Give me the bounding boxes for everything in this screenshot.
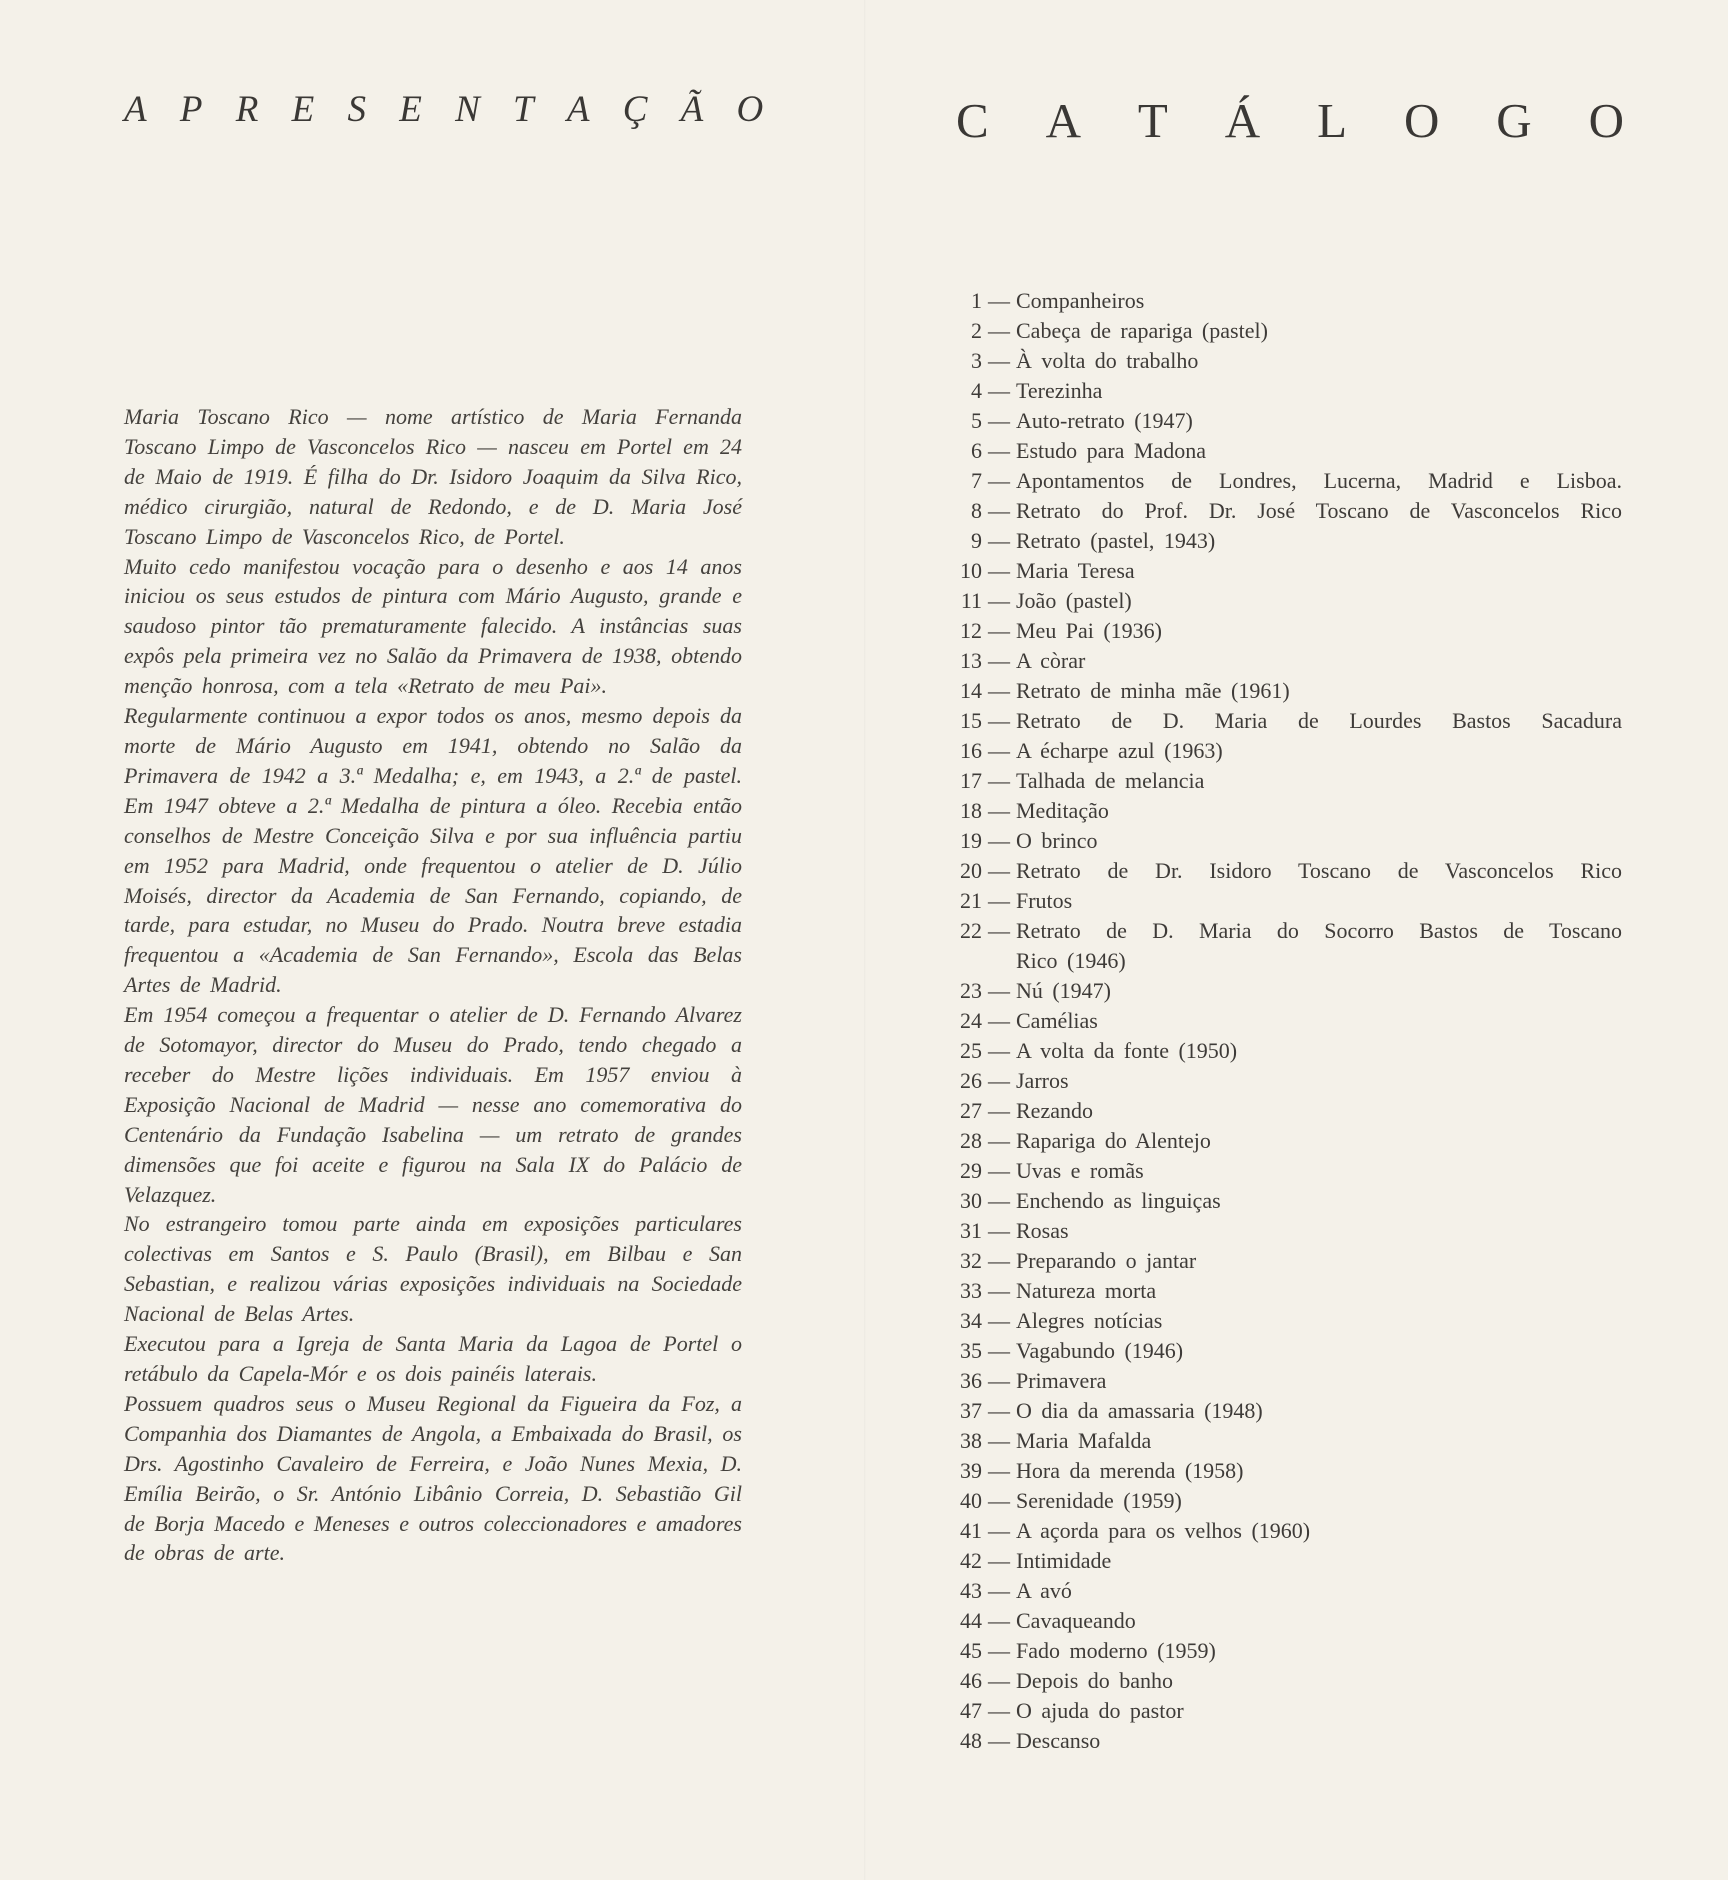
catalog-item-number: 46 bbox=[960, 1668, 982, 1693]
catalog-item-number: 11 bbox=[960, 588, 982, 613]
catalog-item bbox=[940, 1006, 1622, 1036]
catalog-item-number: 30 bbox=[960, 1188, 982, 1213]
catalog-item bbox=[940, 766, 1622, 796]
presentation-paragraph: Em 1954 começou a frequentar o atelier de D. Fernando Alvarez de Sotomayor, director do Museu do Prado, tendo chegado a receber do Mestre lições individuais. Em 1957 enviou à Exposição Nacional de Madrid — nesse ano comemorativa do Centenário da Fundação Isabelina — um retrato de grandes dimensões que foi aceite e figurou na Sala IX do Palácio de Velazquez. bbox=[124, 1002, 742, 1207]
catalog-item-number: 36 bbox=[960, 1368, 982, 1393]
catalog-item bbox=[940, 1486, 1622, 1516]
catalog-item-number: 34 bbox=[960, 1308, 982, 1333]
title-letter: T bbox=[1137, 93, 1168, 148]
catalog-item bbox=[940, 1666, 1622, 1696]
catalog-item-number: 16 bbox=[960, 738, 982, 763]
catalog-item bbox=[940, 646, 1622, 676]
catalog-item bbox=[940, 1636, 1622, 1666]
catalog-item-dash: — bbox=[988, 738, 1010, 763]
catalog-item-dash: — bbox=[988, 1638, 1010, 1663]
catalog-item bbox=[940, 436, 1622, 466]
catalog-item-title: Cabeça de rapariga (pastel) bbox=[1016, 318, 1268, 343]
presentation-paragraph: Maria Toscano Rico — nome artístico de Maria Fernanda Toscano Limpo de Vasconcelos Rico — nasceu em Portel em 24 de Maio de 1919. É filha do Dr. Isidoro Joaquim da Silva Rico, médico cirurgião, natural de Redondo, e de D. Maria José Toscano Limpo de Vasconcelos Rico, de Portel. bbox=[124, 404, 742, 549]
presentation-paragraph: Muito cedo manifestou vocação para o desenho e aos 14 anos iniciou os seus estudos de pintura com Mário Augusto, grande e saudoso pintor tão prematuramente falecido. A instâncias suas expôs pela primeira vez no Salão da Primavera de 1938, obtendo menção honrosa, com a tela «Retrato de meu Pai». bbox=[124, 553, 742, 699]
catalog-item-number: 31 bbox=[960, 1218, 982, 1243]
presentation-text bbox=[124, 402, 742, 1568]
catalog-item-dash: — bbox=[988, 1368, 1010, 1393]
catalog-item-dash: — bbox=[988, 648, 1010, 673]
catalog-item-number: 9 bbox=[971, 528, 982, 553]
catalog-item-dash: — bbox=[988, 288, 1010, 313]
catalog-item-dash: — bbox=[988, 1578, 1010, 1603]
catalog-item bbox=[940, 466, 1622, 496]
catalog-item-title: O brinco bbox=[1016, 828, 1098, 853]
catalog-item-title: Maria Mafalda bbox=[1016, 1428, 1152, 1453]
catalog-item-dash: — bbox=[988, 558, 1010, 583]
title-letter: O bbox=[1403, 93, 1440, 148]
catalog-item-title: Cavaqueando bbox=[1016, 1608, 1136, 1633]
catalog-item bbox=[940, 1126, 1622, 1156]
catalog-item bbox=[940, 1096, 1622, 1126]
presentation-paragraph: Executou para a Igreja de Santa Maria da Lagoa de Portel o retábulo da Capela-Mór e os dois painéis laterais. bbox=[124, 1331, 742, 1386]
catalog-item bbox=[940, 1516, 1622, 1546]
catalog-item-title: Serenidade (1959) bbox=[1016, 1488, 1182, 1513]
catalog-item-title: Retrato de minha mãe (1961) bbox=[1016, 678, 1290, 703]
catalog-item-number: 5 bbox=[971, 408, 982, 433]
catalog-item bbox=[940, 1036, 1622, 1066]
title-letter: L bbox=[1317, 93, 1348, 148]
catalog-item-dash: — bbox=[988, 1068, 1010, 1093]
catalog-item-title: Intimidade bbox=[1016, 1548, 1112, 1573]
title-letter: A bbox=[124, 89, 148, 130]
catalog-item bbox=[940, 1186, 1622, 1216]
catalog-item-title: Rapariga do Alentejo bbox=[1016, 1128, 1211, 1153]
catalog-item-number: 32 bbox=[960, 1248, 982, 1273]
catalog-item-title: Primavera bbox=[1016, 1368, 1107, 1393]
title-letter: A bbox=[1045, 93, 1081, 148]
catalog-item-dash: — bbox=[988, 1488, 1010, 1513]
catalog-item-number: 4 bbox=[971, 378, 982, 403]
catalog-item-number: 38 bbox=[960, 1428, 982, 1453]
catalog-item-dash: — bbox=[988, 918, 1010, 943]
catalog-item bbox=[940, 1396, 1622, 1426]
catalog-item-title: Nú (1947) bbox=[1016, 978, 1112, 1003]
catalog-item-dash: — bbox=[988, 798, 1010, 823]
catalog-item-dash: — bbox=[988, 858, 1010, 883]
catalog-item bbox=[940, 586, 1622, 616]
catalog-item-dash: — bbox=[988, 1518, 1010, 1543]
catalog-item bbox=[940, 346, 1622, 376]
catalog-item-dash: — bbox=[988, 1728, 1010, 1753]
catalog-item-title: Retrato (pastel, 1943) bbox=[1016, 528, 1216, 553]
catalog-item bbox=[940, 976, 1622, 1006]
title-letter: P bbox=[179, 89, 204, 130]
catalog-item-dash: — bbox=[988, 1248, 1010, 1273]
catalog-item-number: 39 bbox=[960, 1458, 982, 1483]
catalog-item-dash: — bbox=[988, 1008, 1010, 1033]
catalog-item-dash: — bbox=[988, 528, 1010, 553]
catalog-item-title: Rezando bbox=[1016, 1098, 1093, 1123]
catalog-item-dash: — bbox=[988, 1398, 1010, 1423]
presentation-paragraph: Regularmente continuou a expor todos os anos, mesmo depois da morte de Mário Augusto em 1941, obtendo no Salão da Primavera de 1942 a 3.ª Medalha; e, em 1943, a 2.ª de pastel. Em 1947 obteve a 2.ª Medalha de pintura a óleo. Recebia então conselhos de Mestre Conceição Silva e por sua influência partiu em 1952 para Madrid, onde frequentou o atelier de D. Júlio Moisés, director da Academia de San Fernando, copiando, de tarde, para estudar, no Museu do Prado. Noutra breve estadia frequentou a «Academia de San Fernando», Escola das Belas Artes de Madrid. bbox=[124, 703, 742, 998]
catalog-item-dash: — bbox=[988, 618, 1010, 643]
catalog-item-dash: — bbox=[988, 888, 1010, 913]
catalog-item bbox=[940, 1306, 1622, 1336]
presentation-paragraph: No estrangeiro tomou parte ainda em exposições particulares colectivas em Santos e S. Paulo (Brasil), em Bilbau e San Sebastian, e realizou várias exposições individuais na Sociedade Nacional de Belas Artes. bbox=[124, 1211, 742, 1327]
catalog-item-number: 12 bbox=[960, 618, 982, 643]
catalog-item bbox=[940, 1156, 1622, 1186]
catalog-item-dash: — bbox=[988, 1428, 1010, 1453]
catalog-item bbox=[940, 886, 1622, 916]
catalog-item-dash: — bbox=[988, 1278, 1010, 1303]
catalog-item-number: 47 bbox=[960, 1698, 982, 1723]
title-letter: Á bbox=[1224, 93, 1261, 148]
catalog-item bbox=[940, 496, 1622, 526]
catalog-item-title: Retrato do Prof. Dr. José Toscano de Vasconcelos Rico bbox=[1016, 498, 1622, 523]
catalog-item bbox=[940, 316, 1622, 346]
catalog-item bbox=[940, 1726, 1622, 1756]
catalog-item-number: 21 bbox=[960, 888, 982, 913]
catalog-item bbox=[940, 1696, 1622, 1726]
catalog-item-number: 29 bbox=[960, 1158, 982, 1183]
catalog-item bbox=[940, 736, 1622, 766]
catalog-item-number: 42 bbox=[960, 1548, 982, 1573]
catalog-item bbox=[940, 676, 1622, 706]
catalog-item-title: A écharpe azul (1963) bbox=[1016, 738, 1223, 763]
presentation-title bbox=[124, 88, 764, 131]
catalog-item-dash: — bbox=[988, 1548, 1010, 1573]
catalog-item-number: 18 bbox=[960, 798, 982, 823]
catalog-list bbox=[940, 286, 1622, 1756]
title-letter: Ã bbox=[680, 89, 704, 130]
catalog-item bbox=[940, 1276, 1622, 1306]
catalog-item-title: Meu Pai (1936) bbox=[1016, 618, 1163, 643]
catalog-item-number: 3 bbox=[971, 348, 982, 373]
catalog-item-number: 48 bbox=[960, 1728, 982, 1753]
catalog-item-title: À volta do trabalho bbox=[1016, 348, 1199, 373]
catalog-item-dash: — bbox=[988, 1608, 1010, 1633]
catalog-item bbox=[940, 796, 1622, 826]
catalog-item-title: Frutos bbox=[1016, 888, 1073, 913]
catalog-item-number: 22 bbox=[960, 918, 982, 943]
catalog-item-dash: — bbox=[988, 708, 1010, 733]
catalog-item bbox=[940, 1456, 1622, 1486]
catalog-item bbox=[940, 1426, 1622, 1456]
catalog-item-number: 45 bbox=[960, 1638, 982, 1663]
catalog-item-title: Enchendo as linguiças bbox=[1016, 1188, 1221, 1213]
catalog-item-title: Vagabundo (1946) bbox=[1016, 1338, 1184, 1363]
catalog-item-number: 25 bbox=[960, 1038, 982, 1063]
catalog-item-number: 26 bbox=[960, 1068, 982, 1093]
catalog-item bbox=[940, 856, 1622, 886]
catalog-item bbox=[940, 286, 1622, 316]
catalog-item-number: 2 bbox=[971, 318, 982, 343]
title-letter: E bbox=[291, 89, 315, 130]
catalog-item-dash: — bbox=[988, 1338, 1010, 1363]
catalog-item-title: Meditação bbox=[1016, 798, 1109, 823]
catalog-item-title: A avó bbox=[1016, 1578, 1072, 1603]
catalog-item-title: João (pastel) bbox=[1016, 588, 1132, 613]
catalog-item-number: 24 bbox=[960, 1008, 982, 1033]
catalog-item-number: 10 bbox=[960, 558, 982, 583]
catalog-item-dash: — bbox=[988, 498, 1010, 523]
catalog-item-title: Descanso bbox=[1016, 1728, 1101, 1753]
catalog-item-number: 19 bbox=[960, 828, 982, 853]
catalog-item-number: 7 bbox=[971, 468, 982, 493]
catalog-item bbox=[940, 1606, 1622, 1636]
catalog-item bbox=[940, 556, 1622, 586]
catalog-item bbox=[940, 1246, 1622, 1276]
catalog-item-dash: — bbox=[988, 408, 1010, 433]
catalog-item-dash: — bbox=[988, 1158, 1010, 1183]
catalog-item-title: A còrar bbox=[1016, 648, 1086, 673]
catalog-item-number: 20 bbox=[960, 858, 982, 883]
catalog-item-title: Auto-retrato (1947) bbox=[1016, 408, 1193, 433]
catalog-item-dash: — bbox=[988, 1458, 1010, 1483]
catalog-item-number: 44 bbox=[960, 1608, 982, 1633]
catalog-item-dash: — bbox=[988, 1698, 1010, 1723]
title-letter: A bbox=[566, 89, 591, 130]
catalog-item-number: 37 bbox=[960, 1398, 982, 1423]
title-letter: E bbox=[399, 89, 423, 130]
catalog-item-title: Retrato de D. Maria do Socorro Bastos de Toscano bbox=[1016, 918, 1622, 943]
catalog-item-number: 14 bbox=[960, 678, 982, 703]
catalog-item-title: Apontamentos de Londres, Lucerna, Madrid e Lisboa. bbox=[1016, 468, 1622, 493]
title-letter: N bbox=[455, 89, 481, 130]
catalog-item-title: Fado moderno (1959) bbox=[1016, 1638, 1216, 1663]
title-letter: O bbox=[1588, 93, 1624, 148]
catalog-item-title: Natureza morta bbox=[1016, 1278, 1157, 1303]
catalog-item-dash: — bbox=[988, 1668, 1010, 1693]
catalog-item-dash: — bbox=[988, 768, 1010, 793]
catalog-item-number: 40 bbox=[960, 1488, 982, 1513]
catalog-item-title: Camélias bbox=[1016, 1008, 1098, 1033]
catalog-item-dash: — bbox=[988, 1038, 1010, 1063]
catalog-item-dash: — bbox=[988, 1188, 1010, 1213]
catalog-item-title: Estudo para Madona bbox=[1016, 438, 1206, 463]
catalog-item bbox=[940, 1576, 1622, 1606]
catalog-item-dash: — bbox=[988, 1128, 1010, 1153]
catalog-item-title: A açorda para os velhos (1960) bbox=[1016, 1518, 1311, 1543]
catalog-item-number: 35 bbox=[960, 1338, 982, 1363]
catalog-item-dash: — bbox=[988, 348, 1010, 373]
catalog-item-title: Alegres notícias bbox=[1016, 1308, 1163, 1333]
catalog-item-title: Companheiros bbox=[1016, 288, 1145, 313]
catalog-item-dash: — bbox=[988, 828, 1010, 853]
title-letter: R bbox=[235, 89, 260, 130]
catalog-item-number: 41 bbox=[960, 1518, 982, 1543]
catalog-item bbox=[940, 706, 1622, 736]
catalog-item-title: O dia da amassaria (1948) bbox=[1016, 1398, 1263, 1423]
catalog-item-title: Hora da merenda (1958) bbox=[1016, 1458, 1244, 1483]
catalog-item-dash: — bbox=[988, 318, 1010, 343]
title-letter: Ç bbox=[622, 89, 649, 130]
catalog-title bbox=[956, 92, 1624, 149]
catalog-item bbox=[940, 916, 1622, 946]
catalog-item-number: 27 bbox=[960, 1098, 982, 1123]
catalog-item-dash: — bbox=[988, 468, 1010, 493]
catalog-item bbox=[940, 1216, 1622, 1246]
catalog-item-title: Retrato de Dr. Isidoro Toscano de Vasconcelos Rico bbox=[1016, 858, 1622, 883]
catalog-item bbox=[940, 406, 1622, 436]
catalog-item bbox=[940, 616, 1622, 646]
catalog-item-number: 23 bbox=[960, 978, 982, 1003]
catalog-item-dash: — bbox=[988, 1218, 1010, 1243]
catalog-item-title: Talhada de melancia bbox=[1016, 768, 1205, 793]
catalog-item-dash: — bbox=[988, 588, 1010, 613]
catalog-item bbox=[940, 826, 1622, 856]
catalog-item-continuation: Rico (1946) bbox=[1016, 948, 1126, 973]
title-letter: O bbox=[736, 89, 764, 130]
catalog-item-number: 8 bbox=[971, 498, 982, 523]
catalog-item-number: 6 bbox=[971, 438, 982, 463]
catalog-item-dash: — bbox=[988, 438, 1010, 463]
catalog-item-number: 33 bbox=[960, 1278, 982, 1303]
catalog-item-title: Jarros bbox=[1016, 1068, 1069, 1093]
title-letter: S bbox=[347, 89, 367, 130]
catalog-item-number: 1 bbox=[971, 288, 982, 313]
catalog-item bbox=[940, 526, 1622, 556]
title-letter: T bbox=[513, 89, 535, 130]
catalog-item-title: A volta da fonte (1950) bbox=[1016, 1038, 1238, 1063]
catalog-item-title: Maria Teresa bbox=[1016, 558, 1135, 583]
catalog-item-title: O ajuda do pastor bbox=[1016, 1698, 1184, 1723]
catalog-item-number: 17 bbox=[960, 768, 982, 793]
title-letter: C bbox=[956, 93, 989, 148]
catalog-item-dash: — bbox=[988, 678, 1010, 703]
presentation-paragraph: Possuem quadros seus o Museu Regional da Figueira da Foz, a Companhia dos Diamantes de Angola, a Embaixada do Brasil, os Drs. Agostinho Cavaleiro de Ferreira, e João Nunes Mexia, D. Emília Beirão, o Sr. António Libânio Correia, D. Sebastião Gil de Borja Macedo e Meneses e outros coleccionadores e amadores de obras de arte. bbox=[124, 1390, 742, 1566]
catalog-item-number: 13 bbox=[960, 648, 982, 673]
catalog-item-dash: — bbox=[988, 978, 1010, 1003]
catalog-item-dash: — bbox=[988, 1308, 1010, 1333]
catalog-item-title: Depois do banho bbox=[1016, 1668, 1174, 1693]
catalog-item-title: Rosas bbox=[1016, 1218, 1069, 1243]
catalog-item bbox=[940, 1546, 1622, 1576]
catalog-item-title: Uvas e romãs bbox=[1016, 1158, 1144, 1183]
title-letter: G bbox=[1496, 93, 1532, 148]
catalog-item-number: 28 bbox=[960, 1128, 982, 1153]
catalog-item-dash: — bbox=[988, 1098, 1010, 1123]
page-fold bbox=[864, 0, 866, 1880]
catalog-item-dash: — bbox=[988, 378, 1010, 403]
catalog-item bbox=[940, 1366, 1622, 1396]
catalog-item-number: 43 bbox=[960, 1578, 982, 1603]
catalog-item bbox=[940, 1336, 1622, 1366]
catalog-item bbox=[940, 1066, 1622, 1096]
catalog-item-title: Preparando o jantar bbox=[1016, 1248, 1197, 1273]
catalog-item-number: 15 bbox=[960, 708, 982, 733]
catalog-item-title: Retrato de D. Maria de Lourdes Bastos Sacadura bbox=[1016, 708, 1622, 733]
catalog-item-title: Terezinha bbox=[1016, 378, 1103, 403]
catalog-item bbox=[940, 376, 1622, 406]
